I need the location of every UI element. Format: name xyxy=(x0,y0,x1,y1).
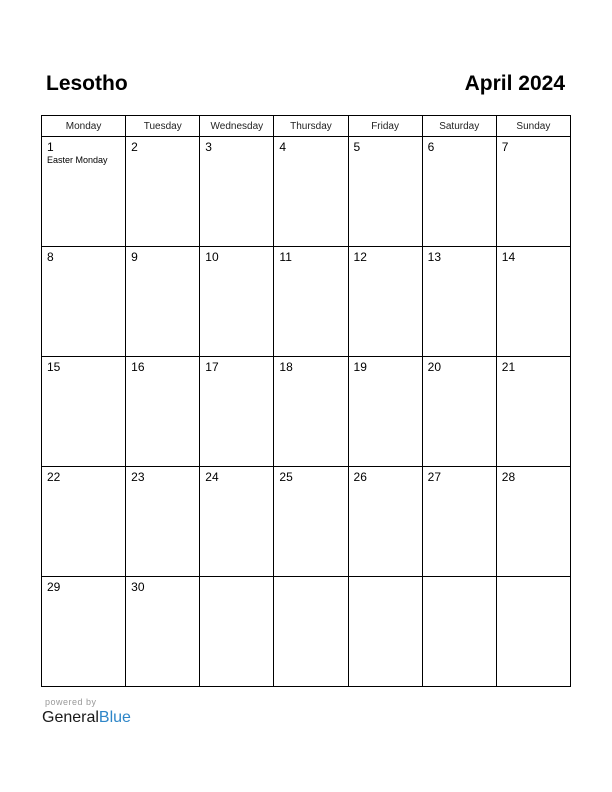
brand-text-blue: Blue xyxy=(98,709,131,726)
day-number: 16 xyxy=(131,360,145,374)
day-number: 11 xyxy=(279,250,292,264)
day-cell xyxy=(348,247,422,357)
day-cell xyxy=(348,577,422,687)
day-number: 12 xyxy=(353,250,367,264)
day-cell xyxy=(348,137,422,247)
weekday-header: Tuesday xyxy=(126,116,200,137)
day-number: 14 xyxy=(501,250,516,264)
day-cell xyxy=(42,467,126,577)
day-number: 28 xyxy=(501,470,516,484)
day-number: 2 xyxy=(131,140,138,154)
day-cell xyxy=(422,467,496,577)
day-number: 8 xyxy=(47,250,54,264)
day-cell xyxy=(274,247,348,357)
day-number: 3 xyxy=(205,140,212,154)
day-number: 1 xyxy=(47,140,54,154)
day-number xyxy=(349,577,422,580)
day-number: 17 xyxy=(205,360,219,374)
week-row xyxy=(42,247,571,357)
day-cell xyxy=(200,137,274,247)
day-cell xyxy=(200,247,274,357)
day-number: 24 xyxy=(205,470,219,484)
day-cell xyxy=(126,137,200,247)
day-number xyxy=(274,577,347,580)
day-number: 29 xyxy=(47,580,61,594)
day-number: 4 xyxy=(279,140,287,154)
weekday-header: Saturday xyxy=(422,116,496,137)
day-number: 21 xyxy=(501,360,516,374)
day-cell xyxy=(348,357,422,467)
day-number xyxy=(497,577,570,580)
calendar-grid xyxy=(41,115,571,687)
day-cell xyxy=(496,467,570,577)
weekday-header: Sunday xyxy=(496,116,570,137)
day-cell xyxy=(126,577,200,687)
day-number: 5 xyxy=(353,140,361,154)
day-cell xyxy=(496,247,570,357)
weekday-header-row xyxy=(42,116,571,137)
day-cell xyxy=(200,577,274,687)
day-number: 9 xyxy=(131,250,138,264)
powered-by-text: powered by xyxy=(45,697,97,707)
brand-text-general: General xyxy=(42,709,99,726)
weekday-header: Monday xyxy=(42,116,126,137)
day-number: 18 xyxy=(279,360,293,374)
day-cell xyxy=(42,357,126,467)
day-cell xyxy=(496,577,570,687)
day-number xyxy=(423,577,496,580)
weekday-header: Friday xyxy=(348,116,422,137)
day-cell xyxy=(422,577,496,687)
day-number xyxy=(200,577,273,580)
day-number: 23 xyxy=(131,470,145,484)
day-cell xyxy=(126,247,200,357)
week-row xyxy=(42,137,571,247)
day-number: 10 xyxy=(205,250,219,264)
day-cell xyxy=(274,357,348,467)
day-cell xyxy=(200,467,274,577)
day-number: 30 xyxy=(131,580,145,594)
generalblue-logo[interactable] xyxy=(42,708,131,728)
day-number: 27 xyxy=(427,470,442,484)
day-number: 15 xyxy=(47,360,61,374)
day-cell xyxy=(274,577,348,687)
day-number: 19 xyxy=(353,360,367,374)
day-cell xyxy=(274,467,348,577)
day-cell xyxy=(42,577,126,687)
week-row xyxy=(42,357,571,467)
day-cell xyxy=(200,357,274,467)
month-year-title: April 2024 xyxy=(464,72,565,95)
weekday-header: Wednesday xyxy=(200,116,274,137)
day-number: 7 xyxy=(501,140,509,154)
holiday-label: Easter Monday xyxy=(47,155,108,165)
day-cell xyxy=(422,247,496,357)
day-cell xyxy=(126,357,200,467)
day-cell xyxy=(42,137,126,247)
week-row xyxy=(42,577,571,687)
weekday-header: Thursday xyxy=(274,116,348,137)
day-number: 22 xyxy=(47,470,61,484)
day-number: 20 xyxy=(427,360,442,374)
day-cell xyxy=(496,137,570,247)
day-cell xyxy=(348,467,422,577)
day-cell xyxy=(422,357,496,467)
day-cell xyxy=(422,137,496,247)
day-cell xyxy=(42,247,126,357)
day-cell xyxy=(496,357,570,467)
day-cell xyxy=(274,137,348,247)
day-number: 13 xyxy=(427,250,442,264)
day-number: 26 xyxy=(353,470,367,484)
week-row xyxy=(42,467,571,577)
day-cell xyxy=(126,467,200,577)
day-number: 25 xyxy=(279,470,293,484)
country-title: Lesotho xyxy=(46,72,128,95)
day-number: 6 xyxy=(427,140,435,154)
